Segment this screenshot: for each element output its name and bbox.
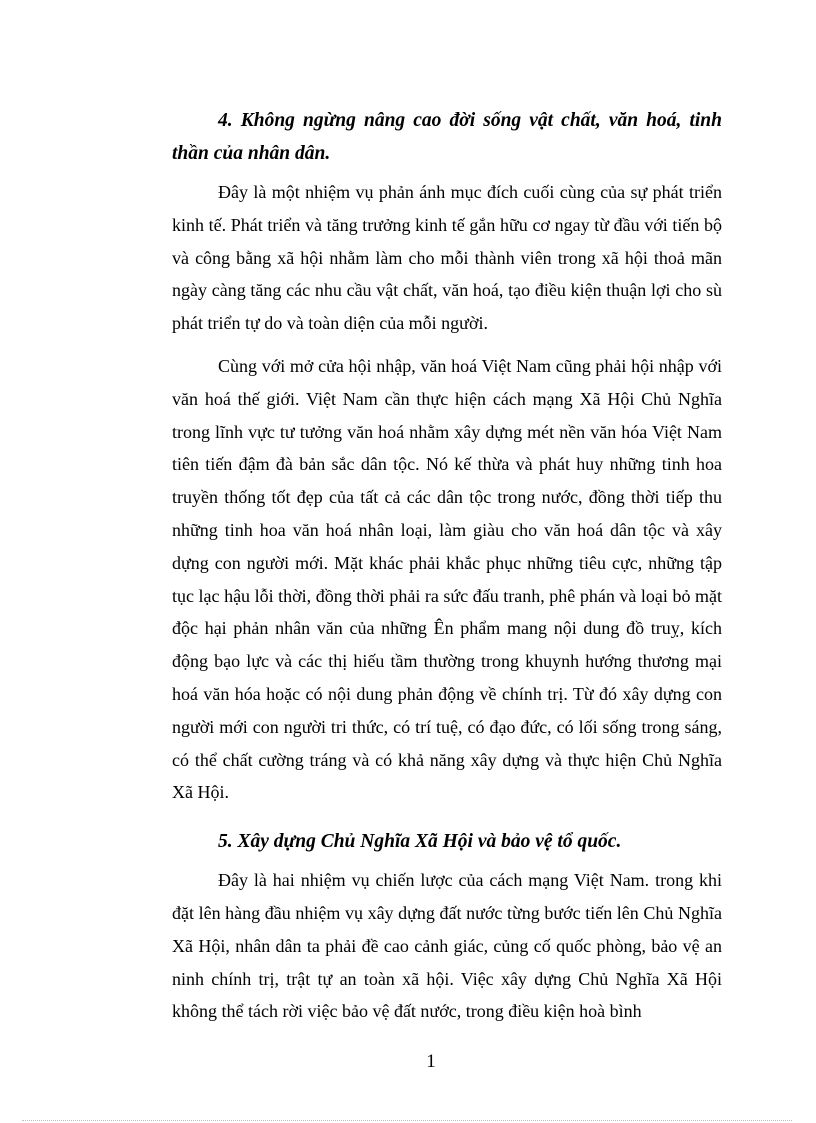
section-heading-4: 4. Không ngừng nâng cao đời sống vật chất, văn hoá, tinh thần của nhân dân.: [172, 110, 722, 164]
paragraph-2: Cùng với mở cửa hội nhập, văn hoá Việt Nam cũng phải hội nhập với văn hoá thế giới. Việt Nam cần thực hiện cách mạng Xã Hội Chủ Nghĩa trong lĩnh vực tư tưởng văn hoá nhằm xây dựng mét nền văn hóa Việt Nam tiên tiến đậm đà bản sắc dân tộc. Nó kế thừa và phát huy những tinh hoa truyền thống tốt đẹp của tất cả các dân tộc trong nước, đồng thời tiếp thu những tinh hoa văn hoá nhân loại, làm giàu cho văn hoá dân tộc và xây dựng con người mới. Mặt khác phải khắc phục những tiêu cực, những tập tục lạc hậu lỗi thời, đồng thời phải ra sức đấu tranh, phê phán và loại bỏ mặt độc hại phản nhân văn của những Ên phẩm mang nội dung đồ truỵ, kích động bạo lực và các thị hiếu tầm thường trong khuynh hướng thương mại hoá văn hóa hoặc có nội dung phản động về chính trị. Từ đó xây dựng con người mới con người tri thức, có trí tuệ, có đạo đức, có lối sống trong sáng, có thể chất cường tráng và có khả năng xây dựng và thực hiện Chủ Nghĩa Xã Hội.: [172, 355, 722, 803]
page-bottom-divider: [22, 1120, 792, 1121]
page-body: [172, 104, 722, 1028]
paragraph-3: Đây là hai nhiệm vụ chiến lược của cách mạng Việt Nam. trong khi đặt lên hàng đầu nhiệm vụ xây dựng đất nước từng bước tiến lên Chủ Nghĩa Xã Hội, nhân dân ta phải đề cao cảnh giác, củng cố quốc phòng, bảo vệ an ninh chính trị, trật tự an toàn xã hội. Việc xây dựng Chủ Nghĩa Xã Hội không thể tách rời việc bảo vệ đất nước, trong điều kiện hoà bình: [172, 870, 722, 1022]
paragraph-1: Đây là một nhiệm vụ phản ánh mục đích cuối cùng của sự phát triển kinh tế. Phát triển và tăng trưởng kinh tế gắn hữu cơ ngay từ đầu với tiến bộ và công bằng xã hội nhằm làm cho mỗi thành viên trong xã hội thoả mãn ngày càng tăng các nhu cầu vật chất, văn hoá, tạo điều kiện thuận lợi cho sù phát triển tự do và toàn diện của mỗi người.: [172, 182, 722, 334]
section-heading-5: 5. Xây dựng Chủ Nghĩa Xã Hội và bảo vệ tổ quốc.: [218, 831, 622, 853]
page-number: 1: [426, 1051, 436, 1072]
